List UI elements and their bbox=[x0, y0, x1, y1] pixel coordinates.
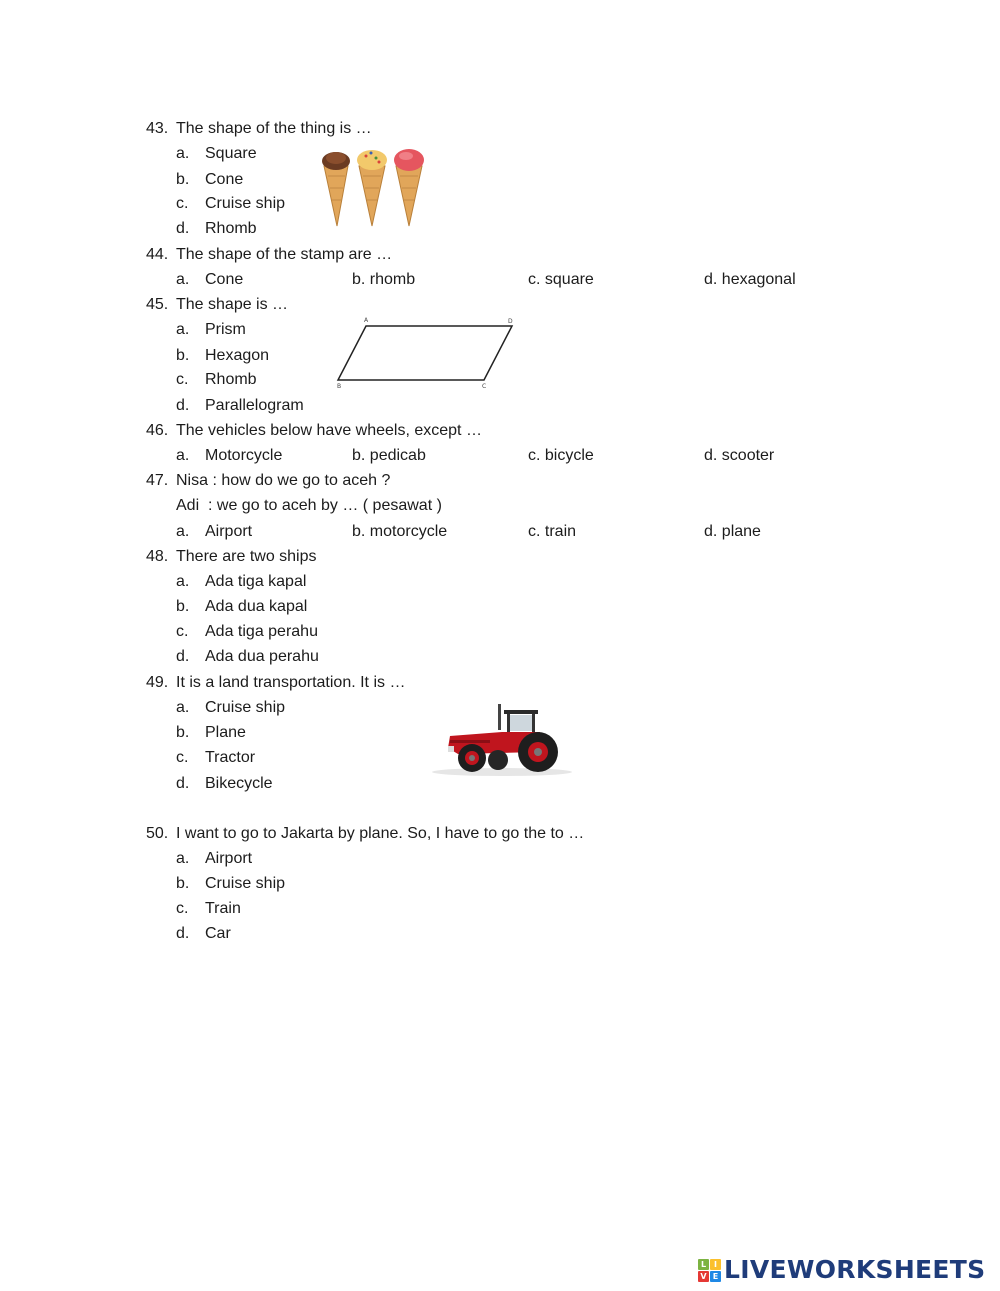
option-letter: b. bbox=[176, 875, 190, 892]
question-text-line2: Adi : we go to aceh by … ( pesawat ) bbox=[176, 497, 442, 514]
logo-badge-e: E bbox=[710, 1271, 721, 1282]
option-letter: b. bbox=[176, 598, 190, 615]
logo-badge-v: V bbox=[698, 1271, 709, 1282]
option-letter: a. bbox=[176, 523, 190, 540]
question-number: 49. bbox=[146, 674, 169, 691]
option-text: Cruise ship bbox=[205, 875, 286, 892]
option-text: Motorcycle bbox=[205, 447, 283, 464]
option-letter: a. bbox=[176, 573, 190, 590]
option-text: Cruise ship bbox=[205, 699, 286, 716]
option-text: Cone bbox=[205, 271, 244, 288]
question-text: The vehicles below have wheels, except … bbox=[176, 422, 482, 439]
option-text: c. bicycle bbox=[528, 447, 594, 464]
question-text: The shape of the thing is … bbox=[176, 120, 372, 137]
option-text: Rhomb bbox=[205, 220, 257, 237]
option-text: d. scooter bbox=[704, 447, 775, 464]
tractor-image bbox=[428, 702, 574, 776]
option-text: b. rhomb bbox=[352, 271, 416, 288]
question-number: 48. bbox=[146, 548, 169, 565]
option-text: Train bbox=[205, 900, 241, 917]
logo-text: LIVEWORKSHEETS bbox=[724, 1255, 986, 1284]
question-number: 44. bbox=[146, 246, 169, 263]
vertex-label-d: D bbox=[508, 318, 513, 325]
option-letter: c. bbox=[176, 623, 189, 640]
option-letter: d. bbox=[176, 220, 190, 237]
option-text: Car bbox=[205, 925, 231, 942]
option-letter: c. bbox=[176, 749, 189, 766]
option-text: Airport bbox=[205, 850, 253, 867]
parallelogram-figure bbox=[334, 314, 518, 390]
question-number: 47. bbox=[146, 472, 169, 489]
option-text: d. hexagonal bbox=[704, 271, 796, 288]
option-text: Plane bbox=[205, 724, 246, 741]
option-text: Bikecycle bbox=[205, 775, 273, 792]
option-letter: c. bbox=[176, 900, 189, 917]
option-text: b. motorcycle bbox=[352, 523, 448, 540]
option-text: Airport bbox=[205, 523, 253, 540]
vertex-label-c: C bbox=[482, 383, 487, 390]
option-text: Square bbox=[205, 145, 257, 162]
option-text: Hexagon bbox=[205, 347, 270, 364]
question-number: 50. bbox=[146, 825, 169, 842]
option-text: Cone bbox=[205, 171, 244, 188]
option-text: Ada tiga kapal bbox=[205, 573, 307, 590]
logo-badge-l: L bbox=[698, 1259, 709, 1270]
option-letter: d. bbox=[176, 925, 190, 942]
option-letter: b. bbox=[176, 171, 190, 188]
option-text: Tractor bbox=[205, 749, 256, 766]
option-text: Ada dua kapal bbox=[205, 598, 308, 615]
ice-cream-cones-image bbox=[318, 146, 428, 228]
option-letter: d. bbox=[176, 397, 190, 414]
question-text: There are two ships bbox=[176, 548, 317, 565]
question-text: Nisa : how do we go to aceh ? bbox=[176, 472, 391, 489]
option-text: c. train bbox=[528, 523, 577, 540]
question-number: 46. bbox=[146, 422, 169, 439]
question-text: I want to go to Jakarta by plane. So, I have to go the to … bbox=[176, 825, 585, 842]
option-letter: c. bbox=[176, 371, 189, 388]
option-letter: c. bbox=[176, 195, 189, 212]
option-letter: a. bbox=[176, 145, 190, 162]
option-letter: d. bbox=[176, 775, 190, 792]
option-text: c. square bbox=[528, 271, 594, 288]
option-text: Parallelogram bbox=[205, 397, 304, 414]
option-text: Prism bbox=[205, 321, 246, 338]
option-letter: a. bbox=[176, 850, 190, 867]
option-text: b. pedicab bbox=[352, 447, 426, 464]
option-letter: d. bbox=[176, 648, 190, 665]
option-text: d. plane bbox=[704, 523, 761, 540]
logo-badge-i: I bbox=[710, 1259, 721, 1270]
option-letter: a. bbox=[176, 271, 190, 288]
option-text: Ada tiga perahu bbox=[205, 623, 318, 640]
option-letter: a. bbox=[176, 699, 190, 716]
question-number: 45. bbox=[146, 296, 169, 313]
question-number: 43. bbox=[146, 120, 169, 137]
option-letter: a. bbox=[176, 321, 190, 338]
question-text: It is a land transportation. It is … bbox=[176, 674, 406, 691]
option-letter: a. bbox=[176, 447, 190, 464]
vertex-label-b: B bbox=[337, 383, 342, 390]
vertex-label-a: A bbox=[364, 317, 369, 324]
option-text: Rhomb bbox=[205, 371, 257, 388]
question-text: The shape is … bbox=[176, 296, 289, 313]
question-text: The shape of the stamp are … bbox=[176, 246, 393, 263]
option-letter: b. bbox=[176, 724, 190, 741]
option-text: Cruise ship bbox=[205, 195, 286, 212]
option-text: Ada dua perahu bbox=[205, 648, 319, 665]
option-letter: b. bbox=[176, 347, 190, 364]
